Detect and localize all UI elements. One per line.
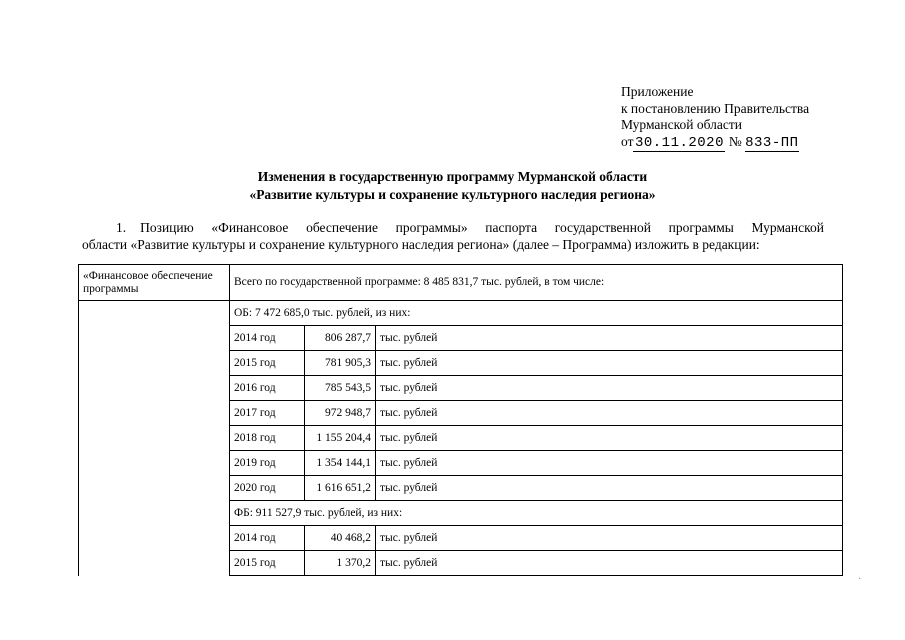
financing-table bbox=[78, 264, 843, 576]
label-continuation-cell bbox=[79, 301, 230, 576]
table-cell-unit: тыс. рублей bbox=[376, 451, 843, 476]
table-cell-year: 2015 год bbox=[230, 351, 305, 376]
appendix-line-3: Мурманской области bbox=[621, 117, 742, 132]
title-line-1: Изменения в государственную программу Мурманской области bbox=[257, 169, 648, 184]
decree-date: 30.11.2020 bbox=[634, 134, 724, 151]
margin-mark: · bbox=[858, 574, 862, 585]
paragraph-line-1 bbox=[82, 219, 824, 236]
table-cell-amount: 781 905,3 bbox=[305, 351, 376, 376]
table-cell-unit: тыс. рублей bbox=[376, 476, 843, 501]
table-cell-amount: 1 370,2 bbox=[305, 551, 376, 576]
table-cell-amount: 806 287,7 bbox=[305, 326, 376, 351]
appendix-line-2: к постановлению Правительства bbox=[621, 100, 810, 116]
appendix-line-1: Приложение bbox=[621, 84, 694, 99]
table-cell-unit: тыс. рублей bbox=[376, 526, 843, 551]
table-row-total bbox=[79, 265, 843, 301]
table-cell-year: 2016 год bbox=[230, 376, 305, 401]
table-cell-year: 2014 год bbox=[230, 526, 305, 551]
table-cell-amount: 1 354 144,1 bbox=[305, 451, 376, 476]
total-cell: Всего по государственной программе: 8 485 831,7 тыс. рублей, в том числе: bbox=[230, 265, 843, 301]
table-cell-year: 2020 год bbox=[230, 476, 305, 501]
ob-header-cell: ОБ: 7 472 685,0 тыс. рублей, из них: bbox=[230, 301, 843, 326]
paragraph-line-2: области «Развитие культуры и сохранение культурного наследия региона» (далее – Программа) изложить в редакции: bbox=[82, 237, 760, 252]
table-cell-amount: 972 948,7 bbox=[305, 401, 376, 426]
table-cell-amount: 1 155 204,4 bbox=[305, 426, 376, 451]
table-cell-unit: тыс. рублей bbox=[376, 426, 843, 451]
from-label: от bbox=[621, 133, 634, 149]
table-cell-unit: тыс. рублей bbox=[376, 551, 843, 576]
fb-header-cell: ФБ: 911 527,9 тыс. рублей, из них: bbox=[230, 501, 843, 526]
appendix-block bbox=[621, 84, 809, 152]
paragraph-number: 1. bbox=[116, 220, 127, 235]
table-cell-unit: тыс. рублей bbox=[376, 376, 843, 401]
table-cell-year: 2018 год bbox=[230, 426, 305, 451]
table-cell-amount: 40 468,2 bbox=[305, 526, 376, 551]
document-title bbox=[0, 168, 905, 204]
table-cell-amount: 785 543,5 bbox=[305, 376, 376, 401]
appendix-date-line bbox=[621, 134, 809, 153]
table-cell-year: 2014 год bbox=[230, 326, 305, 351]
number-label: № bbox=[728, 133, 742, 149]
paragraph-text-1: Позицию «Финансовое обеспечение программы» паспорта государственной программы Мурманской bbox=[140, 220, 824, 235]
table-cell-year: 2019 год bbox=[230, 451, 305, 476]
table-cell-unit: тыс. рублей bbox=[376, 351, 843, 376]
decree-number: 833-ПП bbox=[745, 134, 799, 151]
table-cell-unit: тыс. рублей bbox=[376, 401, 843, 426]
table-row-ob-header bbox=[79, 301, 843, 326]
table-cell-year: 2017 год bbox=[230, 401, 305, 426]
table-cell-amount: 1 616 651,2 bbox=[305, 476, 376, 501]
table-cell-year: 2015 год bbox=[230, 551, 305, 576]
title-line-2: «Развитие культуры и сохранение культурного наследия региона» bbox=[249, 187, 656, 202]
table-cell-unit: тыс. рублей bbox=[376, 326, 843, 351]
financing-label-cell: «Финансовое обеспечение программы bbox=[79, 265, 230, 301]
paragraph-1 bbox=[82, 219, 824, 253]
